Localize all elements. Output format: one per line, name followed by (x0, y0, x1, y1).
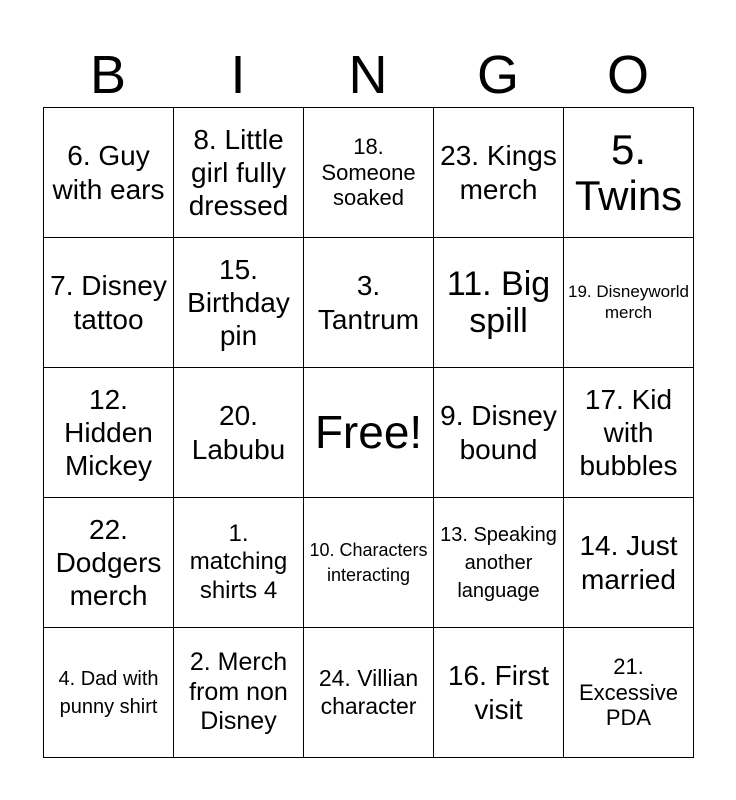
bingo-cell[interactable]: 6. Guy with ears (44, 108, 174, 238)
bingo-cell[interactable]: 14. Just married (564, 498, 694, 628)
bingo-header (43, 44, 693, 106)
bingo-cell[interactable]: 24. Villian character (304, 628, 434, 758)
header-letter-i: I (230, 45, 246, 105)
board-row (44, 368, 694, 498)
board-row (44, 108, 694, 238)
bingo-cell[interactable]: 8. Little girl fully dressed (174, 108, 304, 238)
bingo-cell[interactable]: 21. Excessive PDA (564, 628, 694, 758)
bingo-cell[interactable]: 12. Hidden Mickey (44, 368, 174, 498)
header-letter-o: O (606, 45, 649, 105)
bingo-cell[interactable]: 2. Merch from non Disney (174, 628, 304, 758)
bingo-cell[interactable]: 19. Disneyworld merch (564, 238, 694, 368)
bingo-cell[interactable]: 16. First visit (434, 628, 564, 758)
header-letter-n: N (348, 45, 388, 105)
bingo-cell[interactable]: 15. Birthday pin (174, 238, 304, 368)
bingo-cell[interactable]: 18. Someone soaked (304, 108, 434, 238)
bingo-cell[interactable]: 17. Kid with bubbles (564, 368, 694, 498)
bingo-cell[interactable]: 3. Tantrum (304, 238, 434, 368)
bingo-cell[interactable]: 11. Big spill (434, 238, 564, 368)
bingo-cell[interactable]: 4. Dad with punny shirt (44, 628, 174, 758)
bingo-cell[interactable]: 20. Labubu (174, 368, 304, 498)
bingo-cell[interactable]: 5. Twins (564, 108, 694, 238)
bingo-cell[interactable]: 13. Speaking another language (434, 498, 564, 628)
bingo-cell[interactable]: 22. Dodgers merch (44, 498, 174, 628)
bingo-cell[interactable]: 9. Disney bound (434, 368, 564, 498)
header-letter-g: G (476, 45, 519, 105)
board-row (44, 238, 694, 368)
board-row (44, 498, 694, 628)
header-letter-b: B (89, 45, 127, 105)
bingo-cell[interactable]: 10. Characters interacting (304, 498, 434, 628)
free-cell[interactable]: Free! (304, 368, 434, 498)
board-row (44, 628, 694, 758)
bingo-cell[interactable]: 1. matching shirts 4 (174, 498, 304, 628)
bingo-board (43, 107, 694, 758)
bingo-cell[interactable]: 23. Kings merch (434, 108, 564, 238)
bingo-cell[interactable]: 7. Disney tattoo (44, 238, 174, 368)
